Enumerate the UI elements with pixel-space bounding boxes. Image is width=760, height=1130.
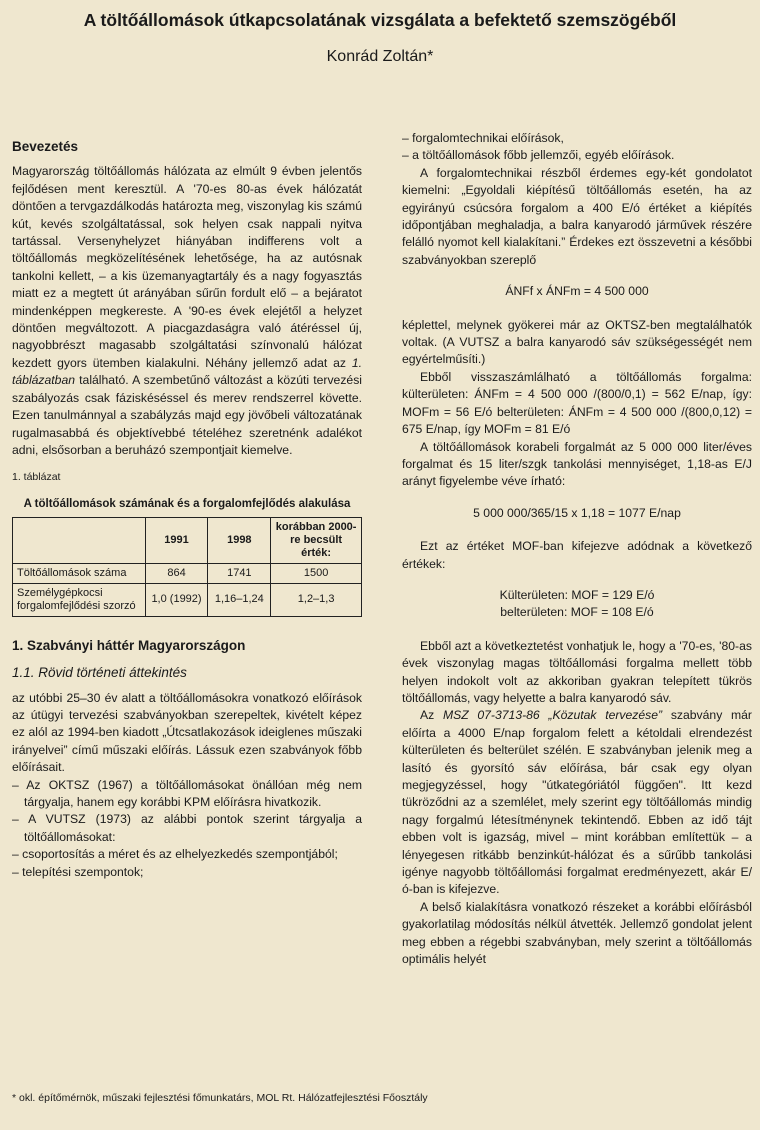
table-cell: 864 <box>145 563 208 583</box>
table-cell: 1,0 (1992) <box>145 583 208 616</box>
table-header-cell: 1991 <box>145 517 208 563</box>
table-cell: 1,16–1,24 <box>208 583 271 616</box>
standard-text: szabvány már előírta a 4000 E/nap forgalom felett a kétoldali elrendezést külterületen és belterület szélén. E szabványban jelenik meg a lasító és gyorsító sáv előírása, bár csak egy olyan megjegyzéssel, hogy "útkategóriától függően". Itt kezd tükröződni az a szemlélet, mely szerint egy töltőállomás mindig nagy forgalmú létesítménynek tekintendő. Ebben az idő tájt ebben volt is igazság, mivel – mint korábban említettük – a lényegesen ritkább benzinkút-hálózat és a sűrűbb tankolási igénye nagyobb töltőállomási forgalmat eredményezett, akár E/ó-ban is kifejezve. <box>402 708 752 897</box>
list-item: – a töltőállomások főbb jellemzői, egyéb előírások. <box>402 148 675 163</box>
article-author: Konrád Zoltán* <box>326 48 434 65</box>
section-1-heading: 1. Szabványi háttér Magyarországon <box>12 637 246 653</box>
body-paragraph: Ebből azt a következtetést vonhatjuk le, hogy a '70-es, '80-as évek viszonylag magas töltőállomási forgalma mellett több helyen indokolt volt az akkoriban gyakran telepített tükrös töltőállomás, vagy helyette a balra kanyarodó sáv. <box>402 638 752 705</box>
mof-outer: Külterületen: MOF = 129 E/ó <box>499 587 655 602</box>
formula: ÁNFf x ÁNFm = 4 500 000 <box>505 284 649 299</box>
table-cell: 1,2–1,3 <box>271 583 362 616</box>
stations-table <box>12 517 362 617</box>
table-caption: 1. táblázat <box>12 471 61 484</box>
list-item: – forgalomtechnikai előírások, <box>402 131 564 145</box>
table-row <box>13 583 362 616</box>
section-paragraph: az utóbbi 25–30 év alatt a töltőállomásokra vonatkozó előírások az útügyi tervezési szabványokban szerepeltek, kivételt képez ez alól az 1994-ben kiadott „Útcsatlakozások ideiglenes műszaki irányelvei” című műszaki előírás. Lássuk ezen szabványok főbb előírásait. <box>12 690 362 775</box>
table-header-row <box>13 517 362 563</box>
intro-text-tail: található. A szembetűnő változást a közúti tervezési szabályozás csak fáziskéséssel és merev rendszerrel követte. Ezen tanulmánnyal a szabályzás majd egy jövőbeli változatának rugalmasabbá és objektívebbé tételéhez szeretnénk adalékot adni, elsősorban a beruházó szempontjait kiemelve. <box>12 373 362 457</box>
intro-paragraph <box>12 163 362 459</box>
section-1-1-heading: 1.1. Rövid történeti áttekintés <box>12 665 187 681</box>
table-cell: Személygépkocsi forgalomfejlődési szorzó <box>13 583 146 616</box>
table-row <box>13 563 362 583</box>
list-item: – Az OKTSZ (1967) a töltőállomásokat önállóan még nem tárgyalja, hanem egy korábbi KPM előírásra hivatkozik. <box>12 777 362 809</box>
body-paragraph: A forgalomtechnikai részből érdemes egy-két gondolatot kiemelni: „Egyoldali kiépítésű töltőállomás esetén, ha az egyirányú csúcsóra forgalom a 400 E/ó értéket a kiépítés időpontjában meghaladja, a balra kanyarodó járművek részére felálló nyomot kell kialakítani.” Érdekes ezt összevetni a későbbi szabványokban szereplő <box>402 165 752 267</box>
mof-inner: belterületen: MOF = 108 E/ó <box>500 605 654 620</box>
list-item: – csoportosítás a méret és az elhelyezkedés szempontjából; <box>12 847 338 862</box>
body-paragraph: Ezt az értéket MOF-ban kifejezve adódnak a következő értékek: <box>402 539 752 571</box>
right-column <box>402 130 752 968</box>
standard-lead: Az <box>420 708 435 723</box>
list-item: – A VUTSZ (1973) az alábbi pontok szerint tárgyalja a töltőállomásokat: <box>12 812 362 844</box>
body-paragraph: A belső kialakításra vonatkozó részeket a korábbi előírásból gyakorlatilag módosítás nélkül átvették. Jellemző gondolat jelent meg ebben a régebbi szabványban, mely szerint a töltőállomás optimális helyét <box>402 899 752 967</box>
table-cell: 1500 <box>271 563 362 583</box>
table-title: A töltőállomások számának és a forgalomfejlődés alakulása <box>23 497 351 510</box>
footnote: * okl. építőmérnök, műszaki fejlesztési főmunkatárs, MOL Rt. Hálózatfejlesztési Főosztály <box>12 1092 428 1104</box>
table-cell: Töltőállomások száma <box>13 563 146 583</box>
table-header-cell: korábban 2000-re becsült érték: <box>271 517 362 563</box>
body-paragraph: Ebből visszaszámlálható a töltőállomás forgalma: külterületen: ÁNFm = 4 500 000 /(800/0,1) = 562 E/nap, így: MOFm = 56 E/ó belterületen: ÁNFm = 4 500 000 /(800,0,12) = 675 E/nap, így MOFm = 81 E/ó <box>402 369 752 437</box>
left-column <box>12 138 362 881</box>
table-header-cell: 1998 <box>208 517 271 563</box>
mof-values <box>402 587 752 622</box>
table-cell: 1741 <box>208 563 271 583</box>
body-paragraph <box>402 707 752 898</box>
formula: 5 000 000/365/15 x 1,18 = 1077 E/nap <box>473 505 681 520</box>
list-item: – telepítési szempontok; <box>12 864 144 879</box>
body-paragraph: képlettel, melynek gyökerei már az OKTSZ-ben megtalálhatók voltak. (A VUTSZ a balra kanyarodó sáv szükségességét nem egyértelműsíti.) <box>402 317 752 367</box>
standard-name: MSZ 07-3713-86 „Közutak tervezése” <box>442 708 663 723</box>
table-header-cell <box>13 517 146 563</box>
intro-heading: Bevezetés <box>12 139 79 154</box>
intro-text: Magyarország töltőállomás hálózata az elmúlt 9 évben jelentős fejlődésen ment keresztül. A '70-es 80-as évek hálózatát döntően a tervgazdálkodás határozta meg, viszonylag kis számú kút, kevés szolgáltatással, sok helyen csak nappali nyitva tartással. Versenyhelyzet hiányában indifferens volt a töltőállomás megközelítésének lehetősége, ha az autósnak tankolni kellett, – a kis üzemanyagtartály és a nagy fogyasztás miatt ez a megtett út arányában sűrűn fordult elő – a bejáratot mindenképpen megkereste. A '90-es évek elejétől a helyzet döntően megváltozott. A piacgazdaságra való átéréssel új, nagyobbrészt magasabb szolgáltatási színvonalú hálózat kezdett gyors ütemben kialakulni. Néhány jellemző adat az <box>12 164 362 370</box>
article-title: A töltőállomások útkapcsolatának vizsgálata a befektető szemszögéből <box>83 10 677 30</box>
table-reference: 1. táblázatban <box>12 355 362 388</box>
body-paragraph: A töltőállomások korabeli forgalmát az 5 000 000 liter/éves forgalmat és 15 liter/szgk tankolási mennyiséget, 1,18-as E/J arányt figyelembe véve írható: <box>402 439 752 489</box>
